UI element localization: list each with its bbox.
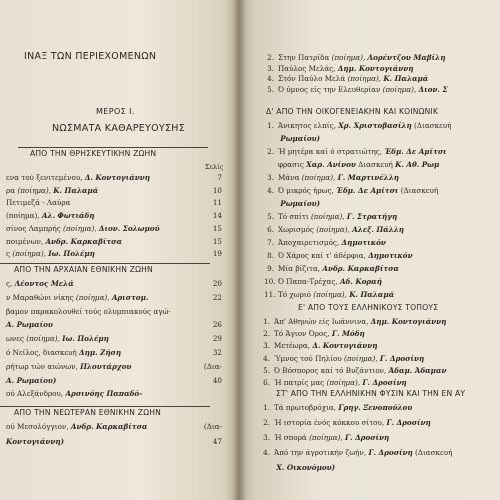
toc-entry xyxy=(6,390,228,397)
entry-number: 3. xyxy=(267,63,274,73)
entry-author: Άδαμ. Άδαμαν xyxy=(388,365,447,375)
toc-entry xyxy=(6,174,228,181)
entry-number: 2. xyxy=(267,147,274,156)
toc-entry xyxy=(6,308,228,315)
book-gutter xyxy=(232,0,246,500)
entry-page-number: 19 xyxy=(212,249,222,259)
entry-author: Γ. Μαρτινέλλη xyxy=(337,173,399,182)
toc-entry xyxy=(260,367,500,374)
part-heading: ΜΕΡΟΣ Ι. xyxy=(96,107,135,116)
toc-entry xyxy=(264,75,500,82)
toc-entry xyxy=(264,187,500,194)
entry-page-number: 47 xyxy=(212,437,222,446)
entry-title: ενα τού ξενιτεμένου, xyxy=(6,173,83,182)
part-subtitle: ΝΩΣΜΑΤΑ ΚΑΘΑΡΕΥΟΥΣΗΣ xyxy=(52,123,186,134)
entry-number: 4. xyxy=(267,186,274,195)
entry-title: φρασις xyxy=(278,160,304,169)
toc-entry xyxy=(6,280,228,287)
entry-author: Έδμ. Δε Αμίτσι xyxy=(384,147,447,156)
toc-entry xyxy=(6,250,228,257)
entry-note: (ποίημα), xyxy=(63,223,97,233)
entry-number: 2. xyxy=(267,53,274,62)
entry-note: (ποίημα), xyxy=(75,292,110,302)
entry-tail: Διασκευή xyxy=(358,160,393,169)
toc-entry xyxy=(264,86,500,93)
toc-entry xyxy=(6,349,228,356)
toc-entry xyxy=(6,438,228,445)
entry-author: Αρσινόης Παπαδό- xyxy=(65,389,143,399)
section-rule xyxy=(18,147,208,148)
entry-author: Ανδρ. Καρκαβίτσα xyxy=(70,422,148,431)
entry-title: Άνικητος ελπίς, xyxy=(278,121,336,130)
entry-author: Κ. Παλαμά xyxy=(53,185,99,195)
entry-title: Τά πρωτοβρόχια, xyxy=(274,403,337,412)
entry-author: Ανδρ. Καρκαβίτσα xyxy=(45,236,122,246)
entry-author: Αδ. Κοραή xyxy=(339,277,382,286)
entry-page-number: 10 xyxy=(212,185,222,195)
entry-note: (ποίημα), xyxy=(382,84,417,94)
entry-title: ς, xyxy=(6,279,13,288)
section-rule xyxy=(0,406,210,407)
entry-author: Ρωμαίου) xyxy=(280,134,320,143)
toc-entry xyxy=(264,239,500,246)
section-rule xyxy=(0,263,210,264)
toc-entry xyxy=(264,200,500,207)
toc-entry xyxy=(6,225,228,232)
entry-title: Μία βίζιτα, xyxy=(278,264,321,273)
entry-title: Άπ' Αθηνών είς Ιωάννινα, xyxy=(274,317,369,326)
entry-number: 7. xyxy=(267,238,274,247)
section-heading-religious: ΑΠΟ ΤΗΝ ΘΡΗΣΚΕΥΤΙΚΗΝ ΖΩΗΝ xyxy=(30,149,157,158)
right-page xyxy=(238,0,500,500)
entry-page-number: 7 xyxy=(217,173,222,182)
entry-number: 3. xyxy=(263,433,270,442)
toc-entry xyxy=(264,265,500,272)
entry-number: 6. xyxy=(267,225,274,234)
section-heading-modern: ΑΠΟ ΤΗΝ ΝΕΩΤΕΡΑΝ ΕΘΝΙΚΗΝ ΖΩΗΝ xyxy=(14,408,161,417)
entry-number: 5. xyxy=(267,212,274,221)
entry-number: 1. xyxy=(263,403,270,412)
section-heading-nature: ΣΤ' ΑΠΟ ΤΗΝ ΕΛΛΗΝΙΚΗΝ ΦΥΣΙΝ ΚΑΙ ΤΗΝ ΕΝ ΑΥ xyxy=(276,389,466,398)
entry-note: (ποίημα), xyxy=(309,433,343,442)
entry-page-number: 20 xyxy=(212,279,222,288)
entry-note: (ποίημα), xyxy=(326,378,361,387)
entry-note: (ποίημα), xyxy=(17,185,51,195)
entry-author: Γ. Δροσίνη xyxy=(386,418,431,427)
entry-title: Ό Βόσπορος καί τό Βυζάντιον, xyxy=(274,365,387,375)
entry-title: Κοντογιάννη) xyxy=(6,437,65,446)
entry-number: 1. xyxy=(263,317,270,326)
entry-number: 8. xyxy=(267,251,274,260)
section-heading-places: Ε' ΑΠΟ ΤΟΥΣ ΕΛΛΗΝΙΚΟΥΣ ΤΟΠΟΥΣ xyxy=(298,303,439,312)
entry-author: Ιω. Πολέμη xyxy=(62,334,109,344)
entry-note: (ποίημα), xyxy=(316,225,350,234)
toc-entry xyxy=(264,65,500,72)
toc-entry xyxy=(6,377,228,384)
entry-author: Ιω. Πολέμη xyxy=(48,249,95,259)
entry-tail: (Διασκευή xyxy=(400,186,439,195)
entry-author: Δημοτικόν xyxy=(341,238,386,247)
entry-page-number: 29 xyxy=(212,334,222,344)
entry-author: Δ. Κοντογιάννη xyxy=(312,341,378,351)
entry-number: 1. xyxy=(267,121,274,130)
entry-title: Ύμνος τού Πηλίου xyxy=(274,353,342,363)
entry-title: ωνες xyxy=(6,334,24,344)
entry-author: Λέοντος Μελά xyxy=(14,279,74,288)
toc-entry xyxy=(6,238,228,245)
entry-author: Έδμ. Δε Αμίτσι xyxy=(336,186,399,195)
entry-title: Στόν Παύλο Μελά xyxy=(278,74,346,84)
entry-note: (ποίημα), xyxy=(347,74,382,84)
entry-author: Χαρ. Ανίνου xyxy=(306,160,356,169)
entry-title: Τό χωριό xyxy=(278,290,311,299)
entry-title: Α. Ρωμαίου) xyxy=(6,375,57,385)
entry-title: ν Μαραθώνι νίκης xyxy=(6,292,74,302)
entry-title: Ό μικρός ήρως, xyxy=(278,186,334,195)
entry-number: 9. xyxy=(267,264,274,273)
toc-entry xyxy=(264,252,500,259)
entry-title: Άπό την άγροτικήν ζωήν, xyxy=(274,448,367,457)
toc-entry xyxy=(260,342,500,349)
section-heading-ancient: ΑΠΟ ΤΗΝ ΑΡΧΑΙΑΝ ΕΘΝΙΚΗΝ ΖΩΗΝ xyxy=(14,265,153,274)
entry-number: 4. xyxy=(267,74,274,84)
entry-title: Μάνα xyxy=(278,173,300,182)
entry-author: Γ. Δροσίνη xyxy=(368,448,413,457)
entry-tail: (Διασκευή xyxy=(414,121,452,130)
entry-tail: (Διασκευή xyxy=(414,448,453,457)
toc-entry xyxy=(264,174,500,181)
toc-entry xyxy=(6,294,228,301)
entry-title: Τό σπίτι xyxy=(278,212,309,221)
toc-entry xyxy=(6,187,228,194)
entry-author: Ανδρ. Καρκαβίτσα xyxy=(322,264,399,273)
toc-entry xyxy=(260,464,500,471)
toc-entry xyxy=(6,363,228,370)
entry-number: 2. xyxy=(263,329,270,339)
entry-author: Γ. Μόδη xyxy=(331,329,365,339)
entry-number: 6. xyxy=(263,378,270,387)
entry-title: Ή ιστορία ένός κόκκου σίτου, xyxy=(274,418,385,427)
entry-title: ρα xyxy=(6,185,16,195)
entry-page-number: 32 xyxy=(212,348,222,357)
entry-title: Άποχαιρετισμός, xyxy=(278,238,340,247)
toc-entry xyxy=(6,423,228,430)
toc-entry xyxy=(6,212,228,219)
entry-title: Ή πατρίς μας xyxy=(274,378,325,387)
entry-number: 3. xyxy=(263,341,270,351)
toc-entry xyxy=(264,226,500,233)
entry-title: (ποίημα), xyxy=(6,211,40,221)
contents-title: ΙΝΑΞ ΤΩΝ ΠΕΡΙΕΧΟΜΕΝΩΝ xyxy=(24,51,157,62)
toc-entry xyxy=(6,321,228,328)
pages-column-label: Σελίς xyxy=(205,163,224,171)
entry-number: 5. xyxy=(263,365,270,375)
entry-number: 11. xyxy=(264,290,276,299)
toc-entry xyxy=(260,379,500,386)
entry-title: ς xyxy=(6,249,11,259)
entry-title: Πετιμεζά - Λαύρα xyxy=(6,198,71,208)
entry-page-number: 14 xyxy=(212,211,222,221)
toc-entry xyxy=(264,135,500,142)
toc-entry xyxy=(264,213,500,220)
entry-page-number: 22 xyxy=(212,292,222,302)
entry-author: Γ. Δροσίνη xyxy=(362,378,407,387)
toc-entry xyxy=(260,355,500,362)
entry-author: Πλουτάρχου xyxy=(80,361,132,371)
entry-author: Κ. Παλαμά xyxy=(349,290,395,299)
entry-author: Αριστομ. xyxy=(111,292,149,302)
left-page xyxy=(0,0,238,500)
entry-title: Τό Άγιον Όρος, xyxy=(274,329,330,339)
entry-author: Γρηγ. Ξενοπούλου xyxy=(338,403,413,412)
entry-title: Ό Χάρος καί τ' άδέρφια, xyxy=(278,251,366,260)
toc-entry xyxy=(264,122,500,129)
entry-note: (ποίημα), xyxy=(310,212,345,221)
entry-title: Ό ύμνος είς την Ελευθερίαν xyxy=(278,84,381,94)
entry-title: Ή μητέρα καί ό στρατιώτης, xyxy=(278,147,383,156)
toc-entry xyxy=(260,449,500,456)
entry-author: Δ. Κοντογιάννη xyxy=(84,173,151,182)
entry-note: (ποίημα), xyxy=(12,249,46,259)
entry-author: Αλ. Φωτιάδη xyxy=(41,211,95,221)
toc-entry xyxy=(260,434,500,441)
entry-page-number: 15 xyxy=(212,223,222,233)
entry-page-number: 40 xyxy=(212,375,222,385)
entry-number: 10. xyxy=(264,277,276,286)
toc-entry xyxy=(264,148,500,155)
entry-title: Α. Ρωμαίου xyxy=(6,320,53,330)
entry-author: Διον. Σολωμού xyxy=(98,223,160,233)
entry-author: Γ. Δροσίνη xyxy=(344,433,390,442)
entry-title: Παύλος Μελάς, xyxy=(278,63,336,73)
entry-author: Δημ. Ζήση xyxy=(79,348,122,357)
entry-page-number: 15 xyxy=(212,236,222,246)
entry-number: 4. xyxy=(263,448,270,457)
entry-page-number: (Δια- xyxy=(203,422,222,431)
entry-number: 5. xyxy=(267,84,274,94)
entry-author: Χρ. Χριστοβασίλη xyxy=(338,121,412,130)
entry-title: ποιμένων, xyxy=(6,236,44,246)
entry-title: Στην Πατρίδα xyxy=(278,53,330,62)
entry-title: ού Μεσολόγγιον, xyxy=(6,422,69,431)
entry-title: βαμον παρακολουθεί τούς ολυμπιακούς αγώ- xyxy=(6,306,171,316)
toc-entry xyxy=(264,54,500,61)
entry-title: Ή σπορά xyxy=(274,433,307,442)
entry-number: 2. xyxy=(263,418,270,427)
toc-entry xyxy=(6,199,228,206)
toc-entry xyxy=(264,161,500,168)
entry-title: ό Νείλος, διασκευή xyxy=(6,348,77,357)
entry-title: ρήτωρ τών αιώνων, xyxy=(6,361,78,371)
toc-entry xyxy=(264,278,500,285)
entry-author: Χ. Οικονόμου) xyxy=(276,463,336,472)
entry-title: ού Αλεξάνδρου, xyxy=(6,389,64,399)
entry-author: Δημ. Κοντογιάννη xyxy=(337,63,414,73)
entry-note: (ποίημα), xyxy=(301,173,336,182)
entry-note: (ποίημα), xyxy=(344,353,378,363)
entry-author: Αλεξ. Πάλλη xyxy=(352,225,405,234)
entry-title: Μετέωρα, xyxy=(274,341,311,351)
entry-author: Λορέντζου Μαβίλη xyxy=(367,53,446,62)
entry-page-number: 26 xyxy=(212,320,222,330)
toc-entry xyxy=(260,419,500,426)
entry-title: σίνος Λαμπρής xyxy=(6,223,61,233)
section-heading-family: Δ' ΑΠΟ ΤΗΝ ΟΙΚΟΓΕΝΕΙΑΚΗΝ ΚΑΙ ΚΟΙΝΩΝΙΚ xyxy=(266,107,439,116)
toc-entry xyxy=(6,335,228,342)
entry-title: Χωρισμός xyxy=(278,225,314,234)
toc-entry xyxy=(264,291,500,298)
entry-author: Δημοτικόν xyxy=(368,251,413,260)
entry-author: Κ. Αθ. Ρωμ xyxy=(395,160,440,169)
entry-number: 4. xyxy=(263,353,270,363)
entry-author: Γ. Στρατήγη xyxy=(346,212,398,221)
entry-author: Δημ. Κοντογιάννη xyxy=(370,317,447,326)
toc-entry xyxy=(260,318,500,325)
entry-note: (ποίημα), xyxy=(26,334,60,344)
entry-note: (ποίημα), xyxy=(313,290,347,299)
toc-entry xyxy=(260,404,500,411)
entry-author: Κ. Παλαμά xyxy=(383,74,429,84)
entry-title: Ό Παπα-Τρέχας, xyxy=(278,277,338,286)
entry-note: (ποίημα), xyxy=(331,53,366,62)
entry-author: Ρωμαίου) xyxy=(280,199,320,208)
entry-number: 3. xyxy=(267,173,274,182)
entry-author: Γ. Δροσίνη xyxy=(379,353,425,363)
entry-author: Διον. Σ xyxy=(418,84,448,94)
entry-page-number: 11 xyxy=(212,198,222,208)
entry-page-number: (Δια- xyxy=(203,361,222,371)
toc-entry xyxy=(260,330,500,337)
